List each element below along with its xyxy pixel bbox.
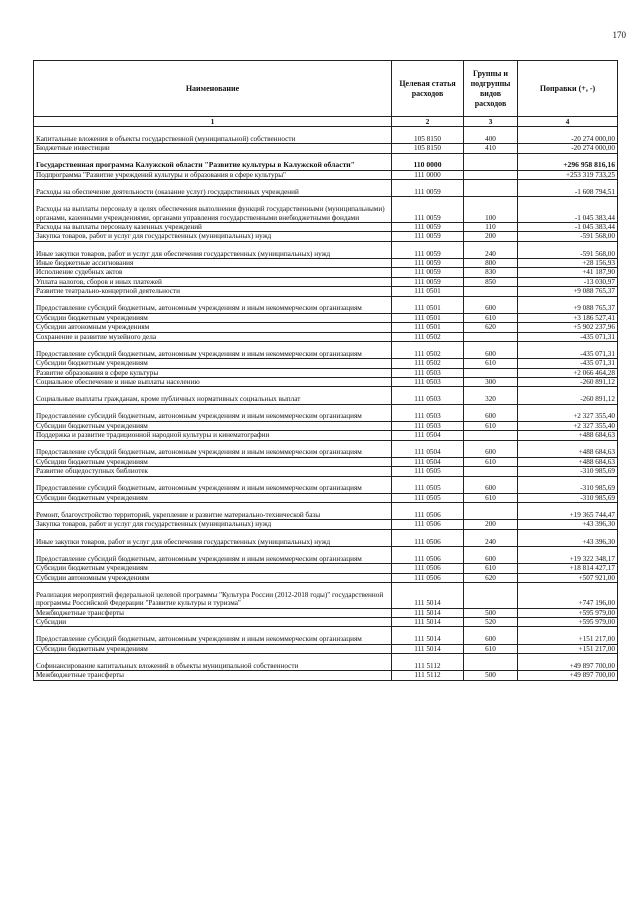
row-name: Предоставление субсидий бюджетным, автономным учреждениям и иным некоммерческим организациям xyxy=(34,342,392,359)
table-row xyxy=(34,127,618,144)
row-amount: +595 979,00 xyxy=(518,617,618,626)
page-number: 170 xyxy=(612,30,626,40)
row-expense-group: 400 xyxy=(464,127,518,144)
row-expense-group xyxy=(464,170,518,179)
row-expense-group: 410 xyxy=(464,144,518,153)
row-amount: +507 921,00 xyxy=(518,573,618,582)
row-target-article: 111 0059 xyxy=(392,241,464,258)
table-row xyxy=(34,546,618,563)
row-amount: -310 985,69 xyxy=(518,467,618,476)
row-name: Поддержка и развитие традиционной народной культуры и кинематографии xyxy=(34,431,392,440)
row-target-article: 111 5014 xyxy=(392,582,464,608)
row-target-article: 111 0503 xyxy=(392,387,464,404)
header-name: Наименование xyxy=(34,61,392,117)
row-amount: -310 985,69 xyxy=(518,476,618,493)
row-amount: +2 066 464,28 xyxy=(518,368,618,377)
row-expense-group: 610 xyxy=(464,493,518,502)
row-name: Субсидии бюджетным учреждениям xyxy=(34,644,392,653)
table-row xyxy=(34,476,618,493)
table-row xyxy=(34,368,618,377)
row-expense-group xyxy=(464,180,518,197)
row-target-article: 111 0506 xyxy=(392,573,464,582)
column-number: 1 xyxy=(34,117,392,127)
row-amount: +253 319 733,25 xyxy=(518,170,618,179)
row-expense-group: 610 xyxy=(464,644,518,653)
row-name: Субсидии бюджетным учреждениям xyxy=(34,359,392,368)
row-expense-group: 320 xyxy=(464,387,518,404)
row-expense-group xyxy=(464,368,518,377)
row-expense-group: 500 xyxy=(464,608,518,617)
row-name: Предоставление субсидий бюджетным, автономным учреждениям и иным некоммерческим организациям xyxy=(34,627,392,644)
row-expense-group xyxy=(464,582,518,608)
table-row xyxy=(34,564,618,573)
row-amount: +3 186 527,41 xyxy=(518,313,618,322)
row-name: Субсидии автономным учреждениям xyxy=(34,323,392,332)
table-row xyxy=(34,431,618,440)
column-number: 3 xyxy=(464,117,518,127)
row-expense-group: 610 xyxy=(464,457,518,466)
row-expense-group xyxy=(464,431,518,440)
row-amount: +151 217,00 xyxy=(518,644,618,653)
table-row xyxy=(34,387,618,404)
row-target-article: 111 0506 xyxy=(392,520,464,529)
column-number: 4 xyxy=(518,117,618,127)
row-target-article: 111 5014 xyxy=(392,627,464,644)
row-amount: +2 327 355,40 xyxy=(518,404,618,421)
row-target-article: 111 0059 xyxy=(392,258,464,267)
row-name: Субсидии xyxy=(34,617,392,626)
row-amount: +19 365 744,47 xyxy=(518,503,618,520)
row-name: Расходы на обеспечение деятельности (оказание услуг) государственных учреждений xyxy=(34,180,392,197)
row-amount: -1 608 794,51 xyxy=(518,180,618,197)
row-target-article: 111 0506 xyxy=(392,529,464,546)
row-amount: +5 902 237,96 xyxy=(518,323,618,332)
row-name: Субсидии бюджетным учреждениям xyxy=(34,421,392,430)
row-expense-group: 610 xyxy=(464,421,518,430)
row-name: Развитие образования в сфере культуры xyxy=(34,368,392,377)
row-name: Межбюджетные трансферты xyxy=(34,671,392,680)
row-expense-group: 500 xyxy=(464,671,518,680)
row-expense-group: 800 xyxy=(464,258,518,267)
row-amount: -435 071,31 xyxy=(518,359,618,368)
row-target-article: 111 0506 xyxy=(392,503,464,520)
row-expense-group xyxy=(464,153,518,170)
row-expense-group: 600 xyxy=(464,440,518,457)
row-name: Субсидии бюджетным учреждениям xyxy=(34,457,392,466)
row-amount: -1 045 383,44 xyxy=(518,222,618,231)
table-row xyxy=(34,296,618,313)
table-row xyxy=(34,153,618,170)
row-amount: +595 979,00 xyxy=(518,608,618,617)
row-name: Субсидии бюджетным учреждениям xyxy=(34,564,392,573)
row-name: Социальные выплаты гражданам, кроме публичных нормативных социальных выплат xyxy=(34,387,392,404)
row-amount: -260 891,12 xyxy=(518,378,618,387)
row-name: Социальное обеспечение и иные выплаты населению xyxy=(34,378,392,387)
row-amount: +747 196,00 xyxy=(518,582,618,608)
row-name: Субсидии бюджетным учреждениям xyxy=(34,313,392,322)
row-name: Предоставление субсидий бюджетным, автономным учреждениям и иным некоммерческим организациям xyxy=(34,404,392,421)
table-row xyxy=(34,222,618,231)
table-row xyxy=(34,608,618,617)
row-name: Расходы на выплаты персоналу в целях обеспечения выполнения функций государственными (муниципальными) органами, казенными учреждениями, органами управления государственными внебюджетными фондами xyxy=(34,197,392,223)
row-amount: -20 274 000,00 xyxy=(518,127,618,144)
row-amount: -1 045 383,44 xyxy=(518,197,618,223)
row-name: Уплата налогов, сборов и иных платежей xyxy=(34,277,392,286)
table-header-row xyxy=(34,61,618,117)
table-row xyxy=(34,529,618,546)
row-amount: -13 030,97 xyxy=(518,277,618,286)
row-expense-group: 600 xyxy=(464,546,518,563)
row-name: Расходы на выплаты персоналу казенных учреждений xyxy=(34,222,392,231)
row-target-article: 111 5014 xyxy=(392,617,464,626)
row-expense-group: 200 xyxy=(464,232,518,241)
table-row xyxy=(34,232,618,241)
row-target-article: 110 0000 xyxy=(392,153,464,170)
row-name: Иные закупки товаров, работ и услуг для обеспечения государственных (муниципальных) нужд xyxy=(34,241,392,258)
row-target-article: 111 0059 xyxy=(392,222,464,231)
table-row xyxy=(34,342,618,359)
row-target-article: 111 0501 xyxy=(392,287,464,296)
table-row xyxy=(34,520,618,529)
table-row xyxy=(34,144,618,153)
row-amount: -435 071,31 xyxy=(518,332,618,341)
row-expense-group xyxy=(464,503,518,520)
row-amount: +19 322 348,17 xyxy=(518,546,618,563)
row-expense-group: 610 xyxy=(464,359,518,368)
row-target-article: 111 0059 xyxy=(392,180,464,197)
table-row xyxy=(34,258,618,267)
row-target-article: 111 5014 xyxy=(392,644,464,653)
row-expense-group xyxy=(464,287,518,296)
row-name: Закупка товаров, работ и услуг для государственных (муниципальных) нужд xyxy=(34,520,392,529)
table-row xyxy=(34,404,618,421)
table-row xyxy=(34,421,618,430)
row-amount: -591 568,00 xyxy=(518,241,618,258)
row-name: Предоставление субсидий бюджетным, автономным учреждениям и иным некоммерческим организациям xyxy=(34,296,392,313)
row-name: Исполнение судебных актов xyxy=(34,268,392,277)
row-name: Межбюджетные трансферты xyxy=(34,608,392,617)
row-expense-group: 600 xyxy=(464,476,518,493)
table-row xyxy=(34,653,618,670)
row-target-article: 111 0505 xyxy=(392,476,464,493)
row-amount: +49 897 700,00 xyxy=(518,653,618,670)
row-name: Иные закупки товаров, работ и услуг для обеспечения государственных (муниципальных) нужд xyxy=(34,529,392,546)
row-expense-group: 110 xyxy=(464,222,518,231)
row-target-article: 111 0504 xyxy=(392,440,464,457)
row-target-article: 111 0502 xyxy=(392,332,464,341)
row-expense-group: 610 xyxy=(464,564,518,573)
table-row xyxy=(34,617,618,626)
row-target-article: 105 8150 xyxy=(392,127,464,144)
table-row xyxy=(34,644,618,653)
table-row xyxy=(34,457,618,466)
table-row xyxy=(34,503,618,520)
row-target-article: 111 0506 xyxy=(392,564,464,573)
column-number-row xyxy=(34,117,618,127)
table-row xyxy=(34,287,618,296)
row-expense-group: 240 xyxy=(464,529,518,546)
row-expense-group: 600 xyxy=(464,342,518,359)
row-name: Бюджетные инвестиции xyxy=(34,144,392,153)
row-name: Развитие театрально-концертной деятельности xyxy=(34,287,392,296)
row-expense-group: 520 xyxy=(464,617,518,626)
table-row xyxy=(34,180,618,197)
row-target-article: 111 0502 xyxy=(392,359,464,368)
row-target-article: 111 0504 xyxy=(392,431,464,440)
table-row xyxy=(34,493,618,502)
table-row xyxy=(34,277,618,286)
table-row xyxy=(34,170,618,179)
budget-amendments-table xyxy=(33,60,618,681)
row-target-article: 111 0059 xyxy=(392,268,464,277)
header-expense-groups: Группы и подгруппы видов расходов xyxy=(464,61,518,117)
table-row xyxy=(34,313,618,322)
row-target-article: 111 0503 xyxy=(392,378,464,387)
row-target-article: 111 5112 xyxy=(392,653,464,670)
row-amount: -591 568,00 xyxy=(518,232,618,241)
table-row xyxy=(34,440,618,457)
row-expense-group xyxy=(464,653,518,670)
table-row xyxy=(34,359,618,368)
table-row xyxy=(34,332,618,341)
header-amendments: Поправки (+, -) xyxy=(518,61,618,117)
row-amount: +28 156,93 xyxy=(518,258,618,267)
table-row xyxy=(34,197,618,223)
row-target-article: 111 0504 xyxy=(392,457,464,466)
row-expense-group: 610 xyxy=(464,313,518,322)
row-amount: +151 217,00 xyxy=(518,627,618,644)
row-expense-group: 600 xyxy=(464,404,518,421)
row-target-article: 111 5014 xyxy=(392,608,464,617)
row-name: Субсидии автономным учреждениям xyxy=(34,573,392,582)
row-amount: +49 897 700,00 xyxy=(518,671,618,680)
table-row xyxy=(34,582,618,608)
row-expense-group: 600 xyxy=(464,627,518,644)
row-target-article: 111 0501 xyxy=(392,313,464,322)
row-name: Реализация мероприятий федеральной целевой программы "Культура России (2012-2018 годы)" государственной программы Российской Федерации "Развитие культуры и туризма" xyxy=(34,582,392,608)
table-row xyxy=(34,268,618,277)
header-target-article: Целевая статья расходов xyxy=(392,61,464,117)
row-expense-group xyxy=(464,332,518,341)
row-target-article: 111 0503 xyxy=(392,421,464,430)
table-row xyxy=(34,241,618,258)
row-name: Подпрограмма "Развитие учреждений культуры и образования в сфере культуры" xyxy=(34,170,392,179)
table-row xyxy=(34,323,618,332)
row-name: Капитальные вложения в объекты государственной (муниципальной) собственности xyxy=(34,127,392,144)
row-target-article: 111 0506 xyxy=(392,546,464,563)
row-amount: -20 274 000,00 xyxy=(518,144,618,153)
row-amount: +488 684,63 xyxy=(518,440,618,457)
row-name: Ремонт, благоустройство территорий, укрепление и развитие материально-технической базы xyxy=(34,503,392,520)
row-target-article: 111 0501 xyxy=(392,323,464,332)
row-amount: -310 985,69 xyxy=(518,493,618,502)
row-expense-group: 620 xyxy=(464,323,518,332)
row-amount: +488 684,63 xyxy=(518,431,618,440)
row-amount: -260 891,12 xyxy=(518,387,618,404)
row-target-article: 111 0059 xyxy=(392,197,464,223)
row-expense-group: 300 xyxy=(464,378,518,387)
table-row xyxy=(34,627,618,644)
row-expense-group: 240 xyxy=(464,241,518,258)
table-row xyxy=(34,573,618,582)
row-amount: +2 327 355,40 xyxy=(518,421,618,430)
table-row xyxy=(34,671,618,680)
row-amount: +488 684,63 xyxy=(518,457,618,466)
row-name: Закупка товаров, работ и услуг для государственных (муниципальных) нужд xyxy=(34,232,392,241)
row-amount: +9 088 765,37 xyxy=(518,287,618,296)
row-amount: -435 071,31 xyxy=(518,342,618,359)
row-expense-group: 620 xyxy=(464,573,518,582)
row-name: Предоставление субсидий бюджетным, автономным учреждениям и иным некоммерческим организациям xyxy=(34,440,392,457)
row-target-article: 111 0503 xyxy=(392,404,464,421)
row-amount: +43 396,30 xyxy=(518,529,618,546)
row-expense-group: 600 xyxy=(464,296,518,313)
table-row xyxy=(34,467,618,476)
row-target-article: 111 0059 xyxy=(392,277,464,286)
row-target-article: 105 8150 xyxy=(392,144,464,153)
row-target-article: 111 0503 xyxy=(392,368,464,377)
row-expense-group: 850 xyxy=(464,277,518,286)
row-target-article: 111 0505 xyxy=(392,493,464,502)
row-name: Предоставление субсидий бюджетным, автономным учреждениям и иным некоммерческим организациям xyxy=(34,546,392,563)
column-number: 2 xyxy=(392,117,464,127)
row-name: Субсидии бюджетным учреждениям xyxy=(34,493,392,502)
row-amount: +296 958 816,16 xyxy=(518,153,618,170)
row-target-article: 111 5112 xyxy=(392,671,464,680)
row-name: Государственная программа Калужской области "Развитие культуры в Калужской области" xyxy=(34,153,392,170)
row-name: Развитие общедоступных библиотек xyxy=(34,467,392,476)
table-body xyxy=(34,127,618,681)
row-name: Сохранение и развитие музейного дела xyxy=(34,332,392,341)
row-amount: +43 396,30 xyxy=(518,520,618,529)
row-name: Софинансирование капитальных вложений в объекты муниципальной собственности xyxy=(34,653,392,670)
row-name: Предоставление субсидий бюджетным, автономным учреждениям и иным некоммерческим организациям xyxy=(34,476,392,493)
row-target-article: 111 0501 xyxy=(392,296,464,313)
row-target-article: 111 0505 xyxy=(392,467,464,476)
row-target-article: 111 0000 xyxy=(392,170,464,179)
row-name: Иные бюджетные ассигнования xyxy=(34,258,392,267)
table-row xyxy=(34,378,618,387)
row-expense-group: 200 xyxy=(464,520,518,529)
row-target-article: 111 0502 xyxy=(392,342,464,359)
row-amount: +9 088 765,37 xyxy=(518,296,618,313)
row-expense-group: 100 xyxy=(464,197,518,223)
row-amount: +41 187,90 xyxy=(518,268,618,277)
row-expense-group: 830 xyxy=(464,268,518,277)
row-amount: +18 814 427,17 xyxy=(518,564,618,573)
row-expense-group xyxy=(464,467,518,476)
row-target-article: 111 0059 xyxy=(392,232,464,241)
